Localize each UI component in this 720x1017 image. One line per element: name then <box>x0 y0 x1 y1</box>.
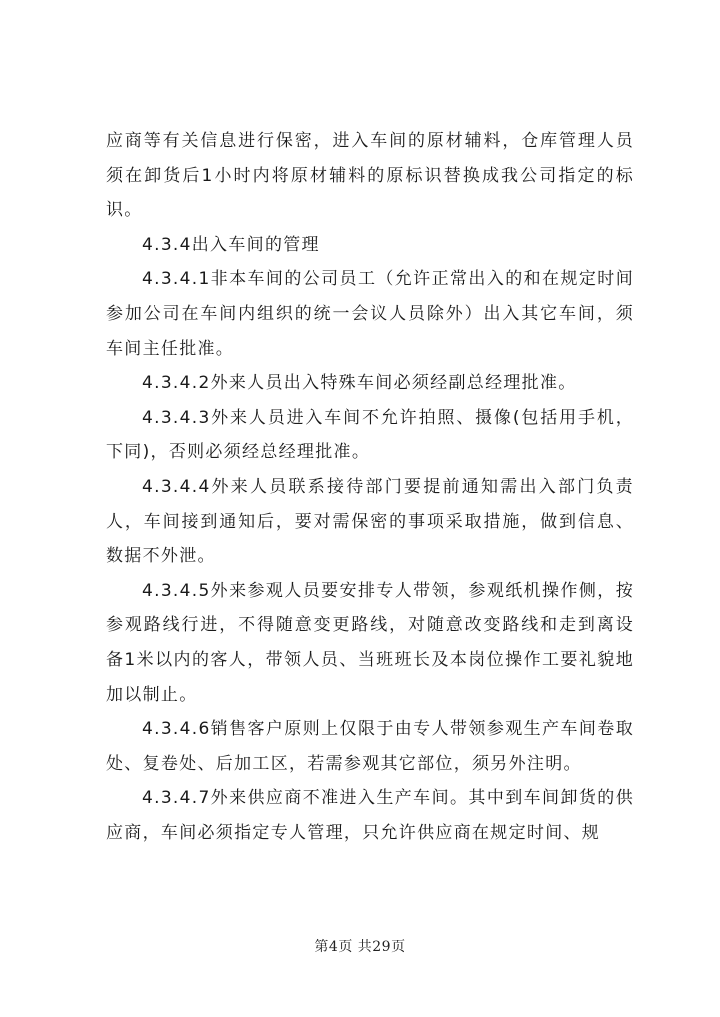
paragraph: 4.3.4.2外来人员出入特殊车间必须经副总经理批准。 <box>142 373 577 394</box>
paragraph: 4.3.4.3外来人员进入车间不允许拍照、摄像(包括用手机，下同)，否则必须经总经理批准。 <box>106 407 634 463</box>
paragraph: 4.3.4.4外来人员联系接待部门要提前通知需出入部门负责人，车间接到通知后，要对需保密的事项采取措施，做到信息、数据不外泄。 <box>106 476 634 567</box>
paragraph: 应商等有关信息进行保密，进入车间的原材辅料，仓库管理人员须在卸货后1小时内将原材辅料的原标识替换成我公司指定的标识。 <box>106 131 634 221</box>
document-body <box>106 124 634 850</box>
paragraph: 4.3.4.1非本车间的公司员工（允许正常出入的和在规定时间参加公司在车间内组织的统一会议人员除外）出入其它车间，须车间主任批准。 <box>106 269 634 359</box>
paragraph: 4.3.4.7外来供应商不准进入生产车间。其中到车间卸货的供应商，车间必须指定专人管理，只允许供应商在规定时间、规 <box>106 788 634 843</box>
paragraph: 4.3.4.6销售客户原则上仅限于由专人带领参观生产车间卷取处、复卷处、后加工区，若需参观其它部位，须另外注明。 <box>106 719 634 774</box>
paragraph: 4.3.4出入车间的管理 <box>142 234 320 255</box>
page-footer: 第4页 共29页 <box>314 939 406 955</box>
paragraph: 4.3.4.5外来参观人员要安排专人带领，参观纸机操作侧，按参观路线行进，不得随意变更路线，对随意改变路线和走到离设备1米以内的客人，带领人员、当班班长及本岗位操作工要礼貌地加以制止。 <box>106 580 634 705</box>
